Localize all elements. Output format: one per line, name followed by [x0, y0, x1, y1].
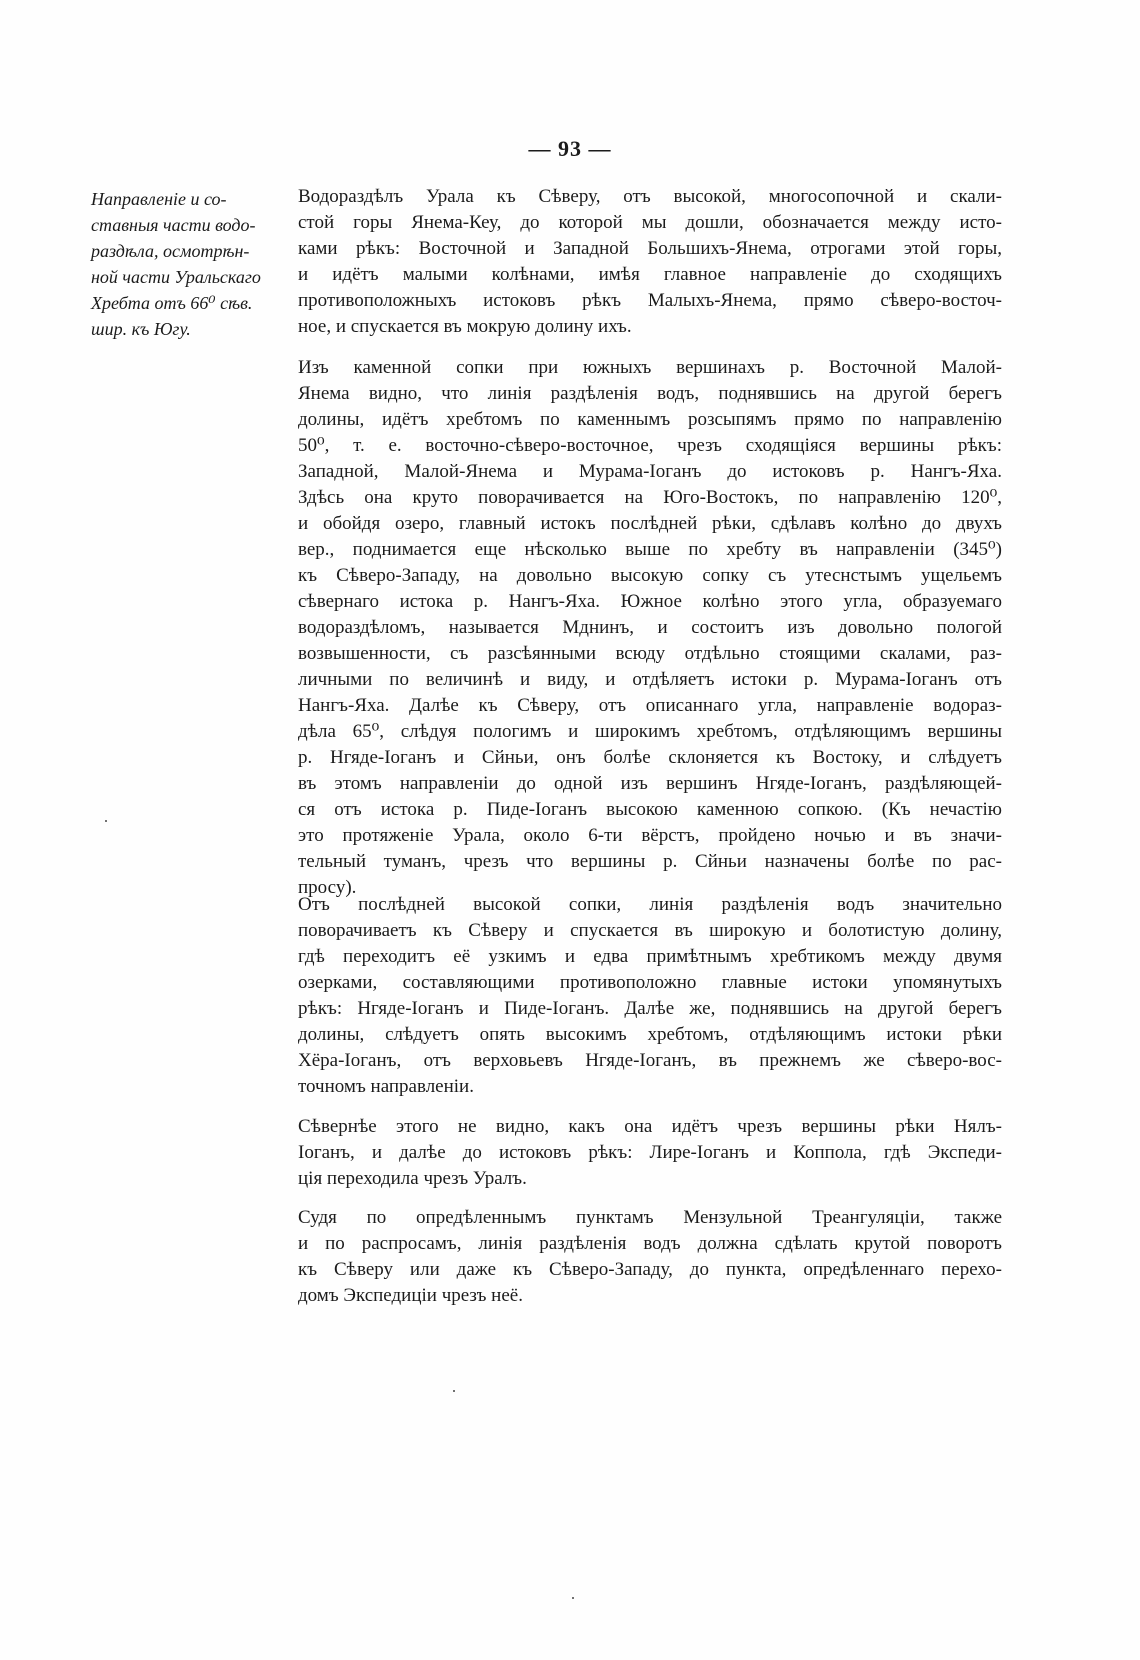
- text-line: водораздѣломъ, называется Мднинъ, и состоитъ изъ довольно пологой: [298, 617, 1002, 638]
- text-line: ція переходила чрезъ Уралъ.: [298, 1168, 527, 1189]
- text-line: Нангъ-Яха. Далѣе къ Сѣверу, отъ описаннаго угла, направленіе водораз-: [298, 695, 1002, 716]
- text-line: ся отъ истока р. Пиде-Іоганъ высокою каменною сопкою. (Къ нечастію: [298, 799, 1002, 820]
- text-line: озерками, составляющими противоположно главные истоки упомянутыхъ: [298, 972, 1002, 993]
- text-line: поворачиваетъ къ Сѣверу и спускается въ широкую и болотистую долину,: [298, 920, 1002, 941]
- text-line: точномъ направленіи.: [298, 1076, 474, 1097]
- text-line: домъ Экспедиціи чрезъ неё.: [298, 1285, 523, 1306]
- paragraph-4: [298, 1114, 1002, 1192]
- text-line: возвышенности, съ разсѣянными всюду отдѣльно стоящими скалами, раз-: [298, 643, 1002, 664]
- text-line: и обойдя озеро, главный истокъ послѣдней рѣки, сдѣлавъ колѣно до двухъ: [298, 513, 1002, 534]
- text-line: долины, идётъ хребтомъ по каменнымъ розсыпямъ прямо по направленію: [298, 409, 1002, 430]
- margin-note-line: ставныя части водо-: [91, 215, 256, 235]
- text-line: 50⁰, т. е. восточно-сѣверо-восточное, чрезъ сходящіяся вершины рѣкъ:: [298, 435, 1002, 456]
- text-line: рѣкъ: Нгяде-Іоганъ и Пиде-Іоганъ. Далѣе же, поднявшись на другой берегъ: [298, 998, 1002, 1019]
- text-line: Водораздѣлъ Урала къ Сѣверу, отъ высокой, многосопочной и скали-: [298, 186, 1002, 207]
- margin-note-line: Направленіе и со-: [91, 189, 227, 209]
- text-line: ное, и спускается въ мокрую долину ихъ.: [298, 316, 632, 337]
- text-line: сѣвернаго истока р. Нангъ-Яха. Южное колѣно этого угла, образуемаго: [298, 591, 1002, 612]
- text-line: дѣла 65⁰, слѣдуя пологимъ и широкимъ хребтомъ, отдѣляющимъ вершины: [298, 721, 1002, 742]
- text-line: Янема видно, что линія раздѣленія водъ, поднявшись на другой берегъ: [298, 383, 1002, 404]
- paragraph-1: [298, 184, 1002, 340]
- paragraph-5: [298, 1205, 1002, 1309]
- text-line: Хёра-Іоганъ, отъ верховьевъ Нгяде-Іоганъ, въ прежнемъ же сѣверо-вос-: [298, 1050, 1002, 1071]
- margin-note-line: шир. къ Югу.: [91, 319, 191, 339]
- margin-note-line: Хребта отъ 66⁰ сѣв.: [91, 293, 253, 313]
- text-line: Сѣвернѣе этого не видно, какъ она идётъ чрезъ вершины рѣки Нялъ-: [298, 1116, 1002, 1137]
- text-line: личными по величинѣ и виду, и отдѣляетъ истоки р. Мурама-Іоганъ отъ: [298, 669, 1002, 690]
- text-line: и идётъ малыми колѣнами, имѣя главное направленіе до сходящихъ: [298, 264, 1002, 285]
- margin-note-line: раздѣла, осмотрѣн-: [91, 241, 250, 261]
- text-line: это протяженіе Урала, около 6-ти вёрстъ, пройдено ночью и въ значи-: [298, 825, 1002, 846]
- text-line: вер., поднимается еще нѣсколько выше по хребту въ направленіи (345⁰): [298, 539, 1002, 560]
- text-line: Изъ каменной сопки при южныхъ вершинахъ р. Восточной Малой-: [298, 357, 1002, 378]
- text-line: къ Сѣверу или даже къ Сѣверо-Западу, до пункта, опредѣленнаго перехо-: [298, 1259, 1002, 1280]
- text-line: долины, слѣдуетъ опять высокимъ хребтомъ, отдѣляющимъ истоки рѣки: [298, 1024, 1002, 1045]
- paragraph-2: [298, 355, 1002, 901]
- text-line: Отъ послѣдней высокой сопки, линія раздѣленія водъ значительно: [298, 894, 1002, 915]
- text-line: стой горы Янема-Кеу, до которой мы дошли, обозначается между исто-: [298, 212, 1002, 233]
- paragraph-3: [298, 892, 1002, 1100]
- scan-speck: [572, 1597, 574, 1599]
- text-line: Западной, Малой-Янема и Мурама-Іоганъ до истоковъ р. Нангъ-Яха.: [298, 461, 1002, 482]
- text-line: и по распросамъ, линія раздѣленія водъ должна сдѣлать крутой поворотъ: [298, 1233, 1002, 1254]
- text-line: тельный туманъ, чрезъ что вершины р. Сйньи назначены болѣе по рас-: [298, 851, 1002, 872]
- margin-note: [91, 186, 283, 342]
- scan-speck: [453, 1390, 455, 1392]
- text-line: Іоганъ, и далѣе до истоковъ рѣкъ: Лире-Іоганъ и Коппола, гдѣ Экспеди-: [298, 1142, 1002, 1163]
- scan-speck: [105, 820, 107, 822]
- text-line: Судя по опредѣленнымъ пунктамъ Мензульной Треангуляціи, также: [298, 1207, 1002, 1228]
- text-line: гдѣ переходитъ её узкимъ и едва примѣтнымъ хребтикомъ между двумя: [298, 946, 1002, 967]
- margin-note-line: ной части Уральскаго: [91, 267, 261, 287]
- text-line: въ этомъ направленіи до одной изъ вершинъ Нгяде-Іоганъ, раздѣляющей-: [298, 773, 1002, 794]
- text-line: Здѣсь она круто поворачивается на Юго-Востокъ, по направленію 120⁰,: [298, 487, 1002, 508]
- text-line: къ Сѣверо-Западу, на довольно высокую сопку съ утеснстымъ ущельемъ: [298, 565, 1002, 586]
- text-line: ками рѣкъ: Восточной и Западной Большихъ-Янема, отрогами этой горы,: [298, 238, 1002, 259]
- page-number: — 93 —: [528, 136, 612, 161]
- text-line: противоположныхъ истоковъ рѣкъ Малыхъ-Янема, прямо сѣверо-восточ-: [298, 290, 1002, 311]
- text-line: просу).: [298, 877, 357, 898]
- text-line: р. Нгяде-Іоганъ и Сйньи, онъ болѣе склоняется къ Востоку, и слѣдуетъ: [298, 747, 1002, 768]
